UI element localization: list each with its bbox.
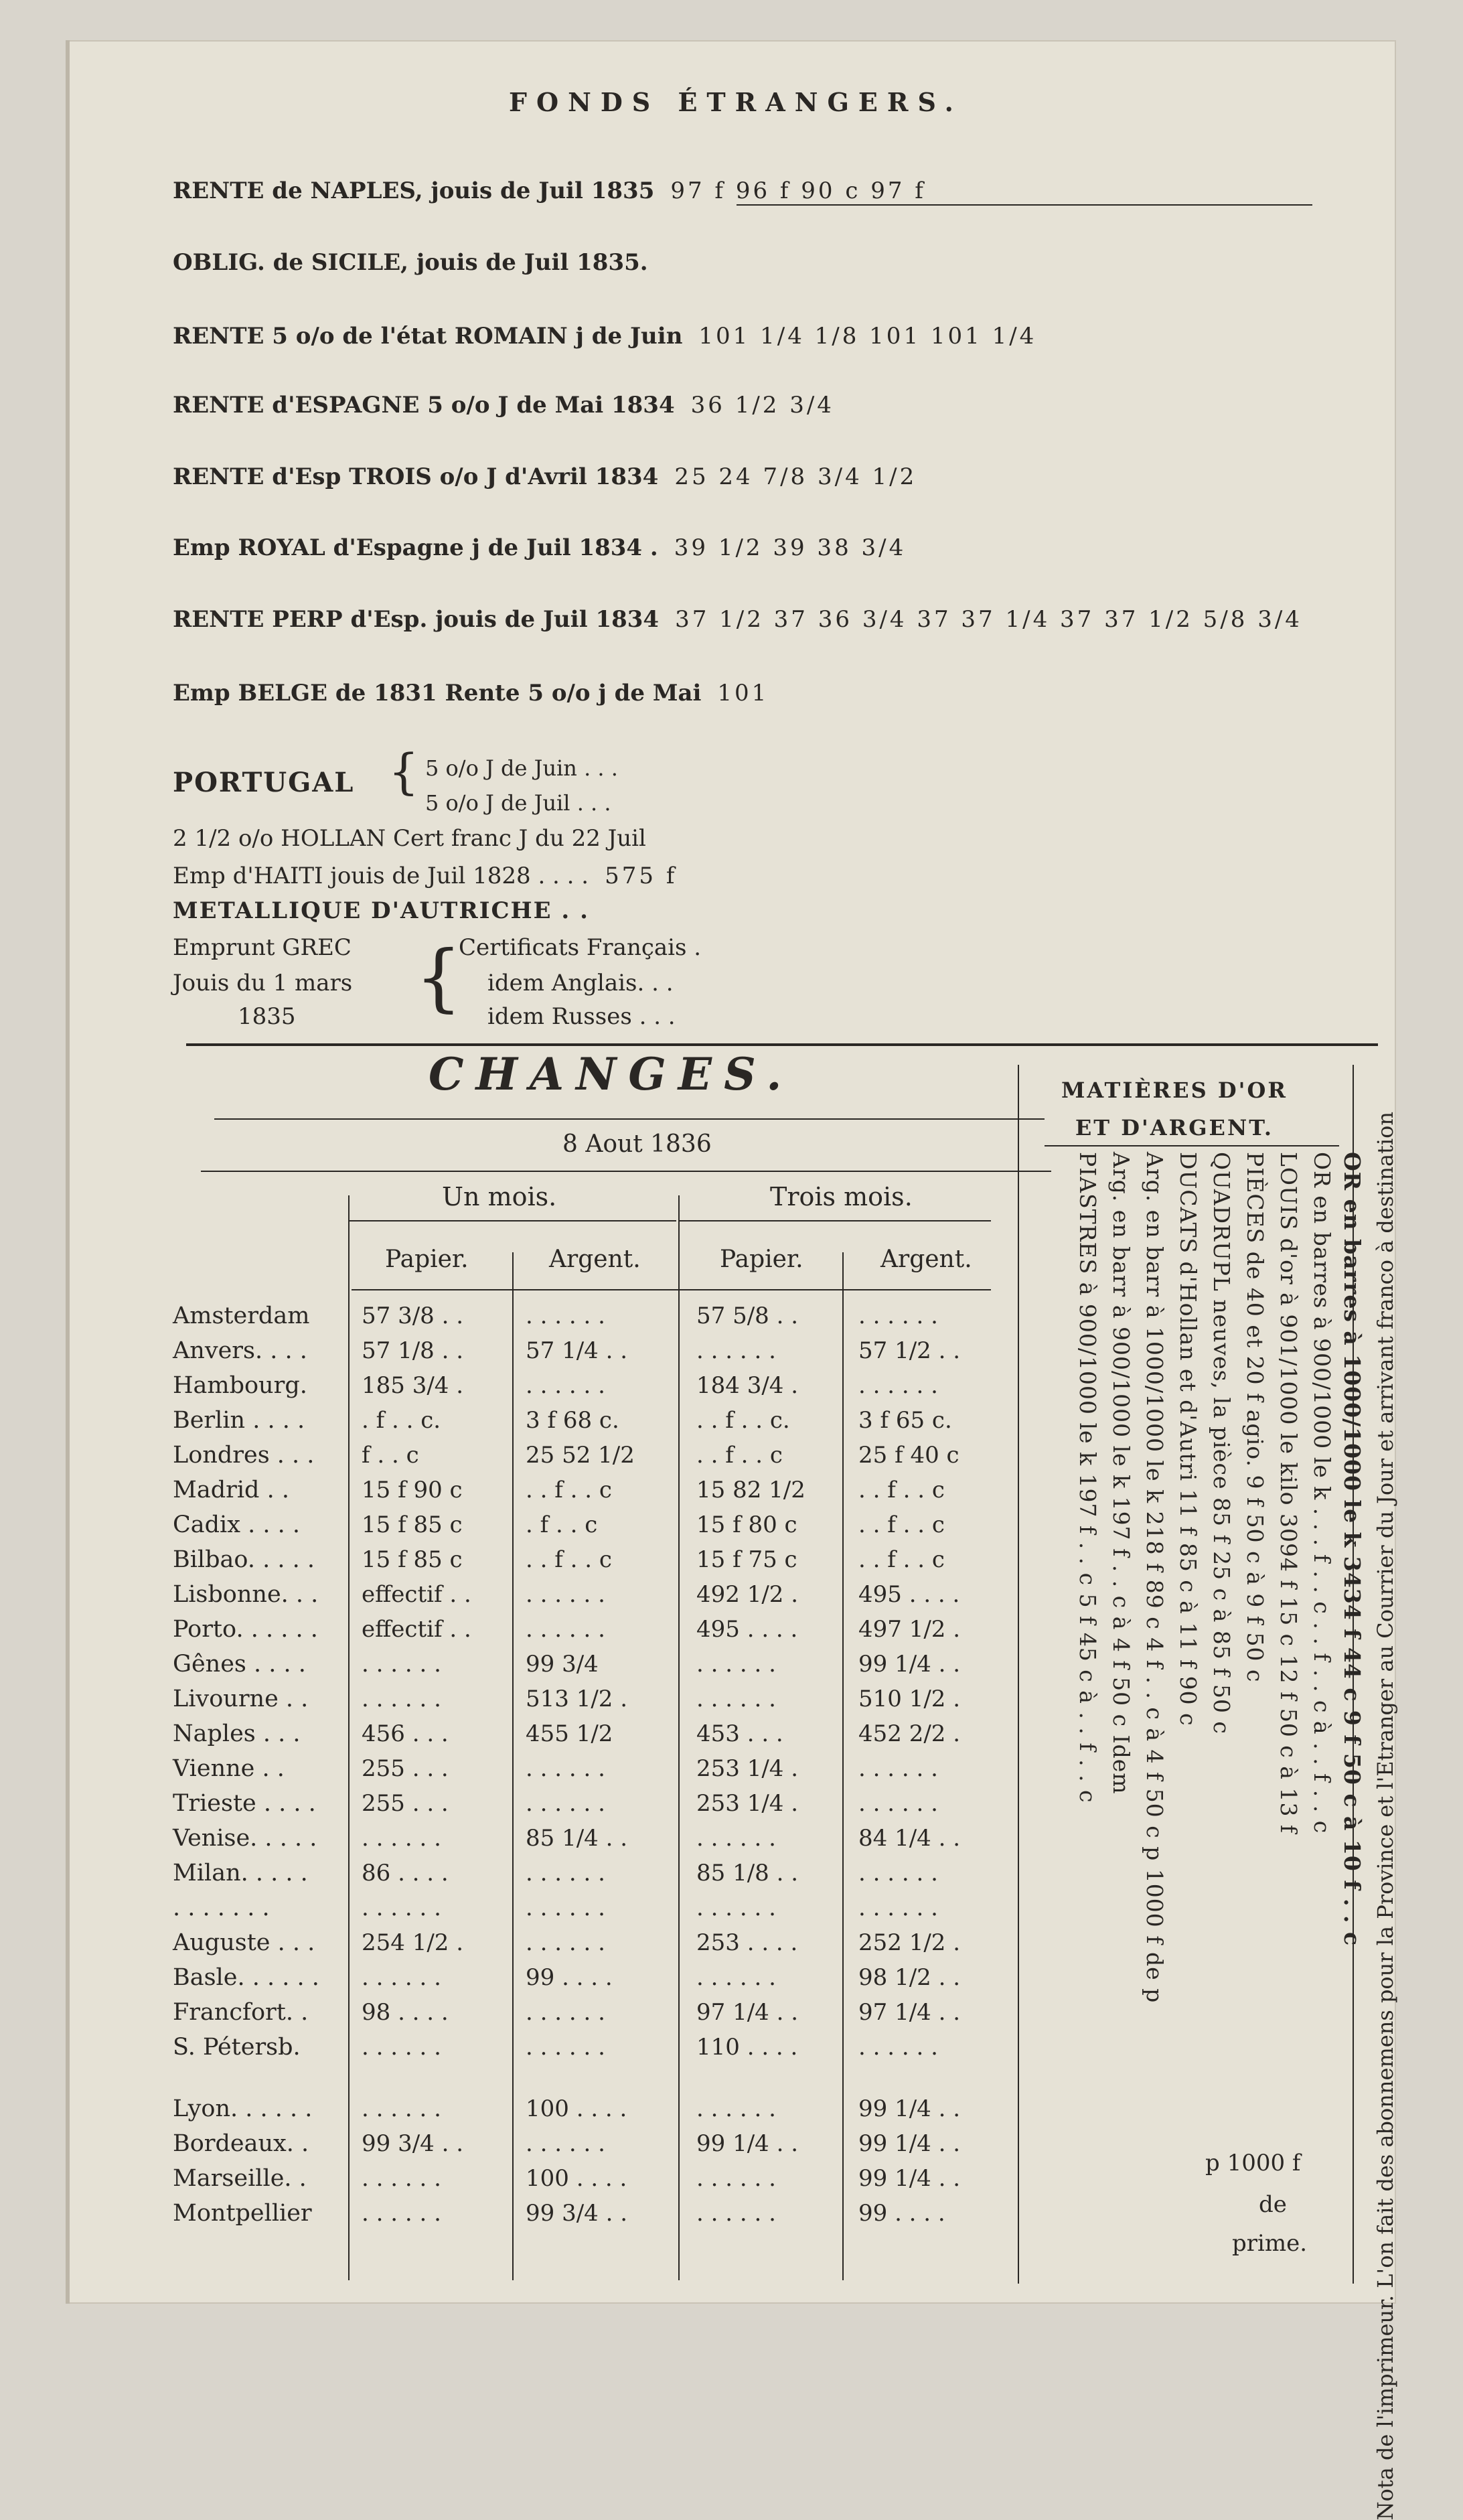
rate-cell: . . . . . . — [526, 1616, 605, 1643]
matieres-title-line: ET D'ARGENT. — [1075, 1115, 1274, 1140]
rate-cell: 15 f 85 c — [362, 1546, 463, 1573]
rente-values: 101 1/4 1/8 101 101 1/4 — [698, 323, 1037, 350]
rente-label: OBLIG. de SICILE, jouis de Juil 1835. — [173, 249, 648, 276]
divider — [186, 1043, 1378, 1046]
rate-cell: 255 . . . — [362, 1790, 449, 1817]
rate-cell: . . . . . . — [696, 1651, 776, 1678]
rente-values: 25 24 7/8 3/4 1/2 — [674, 463, 917, 490]
rate-cell: 97 1/4 . . — [696, 1999, 799, 2026]
matieres-item: OR en barres à 900/1000 le k . . . f . . c . . f . . c à . . f . . c — [1309, 1152, 1335, 1834]
rente-line — [173, 463, 917, 490]
papier-heading: Papier. — [385, 1246, 469, 1273]
rate-cell: 495 . . . . — [696, 1616, 798, 1643]
rate-cell: 57 3/8 . . — [362, 1303, 464, 1329]
page-edge — [66, 40, 70, 2304]
rate-cell: 453 . . . — [696, 1720, 783, 1747]
rate-cell: 86 . . . . — [362, 1860, 449, 1886]
rente-label: Emp ROYAL d'Espagne j de Juil 1834 . — [173, 534, 658, 561]
rate-cell: 57 1/8 . . — [362, 1337, 464, 1364]
city-label: Madrid . . — [173, 1477, 289, 1503]
prime-label: p 1000 f — [1205, 2150, 1301, 2176]
rate-cell: . . . . . . — [526, 1929, 605, 1956]
rate-cell: 57 1/2 . . — [858, 1337, 961, 1364]
argent-heading: Argent. — [549, 1246, 641, 1273]
rate-cell: . . . . . . — [858, 1755, 938, 1782]
rate-cell: . . . . . . — [526, 1790, 605, 1817]
grec-left: Jouis du 1 mars — [173, 970, 353, 996]
divider — [201, 1171, 1051, 1172]
argent-heading: Argent. — [880, 1246, 972, 1273]
rente-line — [173, 323, 1036, 350]
rate-cell: 253 1/4 . — [696, 1790, 799, 1817]
divider — [214, 1118, 1045, 1120]
rate-cell: 252 1/2 . — [858, 1929, 961, 1956]
city-label: S. Pétersb. — [173, 2034, 301, 2061]
rente-line — [173, 177, 926, 204]
rate-cell: 110 . . . . — [696, 2034, 798, 2061]
rate-cell: 253 . . . . — [696, 1929, 798, 1956]
rente-line — [173, 606, 1302, 633]
city-label: Montpellier — [173, 2200, 312, 2227]
rate-cell: . . . . . . — [858, 1790, 938, 1817]
rente-label: RENTE 5 o/o de l'état ROMAIN j de Juin — [173, 323, 683, 350]
matieres-item: Arg. en barr à 900/1000 le k 197 f . . c à 4 f 50 c Idem — [1108, 1152, 1134, 1795]
matieres-item: Arg. en barr à 1000/1000 le k 218 f 89 c 4 f . . c à 4 f 50 c p 1000 f de p — [1142, 1152, 1168, 2004]
rate-cell: 492 1/2 . — [696, 1581, 799, 1608]
rate-cell: . . f . . c — [526, 1546, 612, 1573]
rate-cell: 99 3/4 . . — [362, 2130, 464, 2157]
rate-cell: . . . . . . — [858, 1860, 938, 1886]
matieres-item: PIASTRES à 900/1000 le k 197 f . . c 5 f 45 c à . . f . . c — [1075, 1152, 1101, 1803]
portugal-sub: 5 o/o J de Juin . . . — [425, 755, 618, 781]
rate-cell: 99 3/4 — [526, 1651, 599, 1678]
rate-cell: . . . . . . — [858, 1372, 938, 1399]
rate-cell: . f . . c. — [362, 1407, 441, 1434]
rate-cell: . f . . c — [526, 1511, 598, 1538]
rente-values: 39 1/2 39 38 3/4 — [674, 534, 907, 561]
rate-cell: . . f . . c — [526, 1477, 612, 1503]
rate-cell: 3 f 65 c. — [858, 1407, 952, 1434]
rate-cell: 85 1/8 . . — [696, 1860, 799, 1886]
city-label: Auguste . . . — [173, 1929, 315, 1956]
matieres-title-line: MATIÈRES D'OR — [1061, 1078, 1288, 1103]
rate-cell: . . . . . . — [362, 2095, 441, 2122]
rate-cell: . . . . . . — [362, 2200, 441, 2227]
rate-cell: 99 1/4 . . — [858, 2130, 961, 2157]
rate-cell: . . . . . . — [362, 1825, 441, 1852]
rate-cell: . . . . . . — [526, 2130, 605, 2157]
city-label: Berlin . . . . — [173, 1407, 305, 1434]
rate-cell: 510 1/2 . — [858, 1686, 961, 1712]
rate-cell: 98 . . . . — [362, 1999, 449, 2026]
rate-cell: . . . . . . — [696, 1895, 776, 1921]
rate-cell: 3 f 68 c. — [526, 1407, 619, 1434]
rate-cell: 99 . . . . — [858, 2200, 945, 2227]
rate-cell: 15 f 90 c — [362, 1477, 463, 1503]
rate-cell: 98 1/2 . . — [858, 1964, 961, 1991]
brace-icon: { — [388, 743, 419, 800]
rate-cell: 100 . . . . — [526, 2095, 627, 2122]
matieres-item: LOUIS d'or à 901/1000 le kilo 3094 f 15 c 12 f 50 c à 13 f — [1276, 1152, 1302, 1834]
matieres-item: QUADRUPL neuves, la pièce 85 f 25 c à 85 f 50 c — [1209, 1152, 1235, 1734]
rate-cell: . . . . . . — [526, 1372, 605, 1399]
grec-left: 1835 — [238, 1003, 296, 1030]
rate-cell: 99 1/4 . . — [858, 1651, 961, 1678]
city-label: Vienne . . — [173, 1755, 285, 1782]
rate-cell: . . . . . . — [362, 1964, 441, 1991]
rate-cell: . . . . . . — [526, 1895, 605, 1921]
rate-cell: 185 3/4 . — [362, 1372, 464, 1399]
un-mois-heading: Un mois. — [442, 1182, 557, 1211]
rate-cell: . . . . . . — [696, 2200, 776, 2227]
rente-values: 37 1/2 37 36 3/4 37 37 1/4 37 37 1/2 5/8 3/4 — [675, 606, 1302, 633]
matieres-title — [1061, 1071, 1288, 1146]
rate-cell: . . . . . . — [696, 1337, 776, 1364]
changes-title: CHANGES. — [429, 1048, 794, 1100]
rate-cell: . . . . . . — [696, 1686, 776, 1712]
papier-heading: Papier. — [720, 1246, 803, 1273]
grec-right: Certificats Français . — [459, 934, 702, 961]
rate-cell: . . . . . . — [526, 1303, 605, 1329]
prime-label: de — [1259, 2191, 1287, 2218]
rate-cell: . . . . . . — [362, 1895, 441, 1921]
rate-cell: 99 1/4 . . — [696, 2130, 799, 2157]
portugal-sub: 5 o/o J de Juil . . . — [425, 790, 611, 816]
rate-cell: 15 f 85 c — [362, 1511, 463, 1538]
rate-cell: 100 . . . . — [526, 2165, 627, 2192]
rente-line — [173, 534, 906, 561]
city-label: Francfort. . — [173, 1999, 309, 2026]
rate-cell: 513 1/2 . — [526, 1686, 628, 1712]
rate-cell: 25 52 1/2 — [526, 1442, 635, 1469]
divider — [1045, 1145, 1339, 1146]
rente-values: 97 f 96 f 90 c 97 f — [670, 177, 926, 204]
rate-cell: 15 82 1/2 — [696, 1477, 805, 1503]
city-label: Lisbonne. . . — [173, 1581, 319, 1608]
rate-cell: . . f . . c — [858, 1477, 945, 1503]
rate-cell: 455 1/2 — [526, 1720, 613, 1747]
rate-cell: 15 f 75 c — [696, 1546, 797, 1573]
city-label: Naples . . . — [173, 1720, 301, 1747]
hollan-line: 2 1/2 o/o HOLLAN Cert franc J du 22 Juil — [173, 825, 646, 852]
rate-cell: . . . . . . — [526, 1999, 605, 2026]
city-label: Lyon. . . . . . — [173, 2095, 313, 2122]
rate-cell: 99 . . . . — [526, 1964, 613, 1991]
city-label: Livourne . . — [173, 1686, 309, 1712]
city-label: Gênes . . . . — [173, 1651, 306, 1678]
rente-line — [173, 249, 664, 276]
city-label: Marseille. . — [173, 2165, 307, 2192]
rate-cell: effectif . . — [362, 1616, 471, 1643]
city-label: . . . . . . . — [173, 1895, 270, 1921]
rate-cell: . . f . . c. — [696, 1407, 790, 1434]
rate-cell: 84 1/4 . . — [858, 1825, 961, 1852]
divider — [348, 1220, 676, 1221]
city-label: Basle. . . . . . — [173, 1964, 319, 1991]
divider — [737, 204, 1312, 206]
city-label: Venise. . . . . — [173, 1825, 317, 1852]
rate-cell: . . . . . . — [362, 2165, 441, 2192]
rate-cell: . . . . . . — [696, 2095, 776, 2122]
rate-cell: 452 2/2 . — [858, 1720, 961, 1747]
rate-cell: 495 . . . . — [858, 1581, 960, 1608]
city-label: Hambourg. — [173, 1372, 307, 1399]
rate-cell: 15 f 80 c — [696, 1511, 797, 1538]
rate-cell: effectif . . — [362, 1581, 471, 1608]
column-rule — [678, 1195, 680, 2280]
portugal-label: PORTUGAL — [173, 767, 355, 798]
rate-cell: . . . . . . — [362, 2034, 441, 2061]
haiti-label: Emp d'HAITI jouis de Juil 1828 . . . . — [173, 863, 589, 889]
rate-cell: 254 1/2 . — [362, 1929, 464, 1956]
rate-cell: . . . . . . — [858, 1895, 938, 1921]
rate-cell: 99 1/4 . . — [858, 2095, 961, 2122]
rate-cell: . . f . . c — [858, 1546, 945, 1573]
brace-icon: { — [415, 934, 462, 1020]
rate-cell: 184 3/4 . — [696, 1372, 799, 1399]
printer-note: Nota de l'imprimeur. L'on fait des abonnemens pour la Province et l'Etranger au Courrier du Jour et arrivant franco à destination — [1373, 1112, 1398, 2520]
rente-values: 101 — [717, 680, 769, 707]
rate-cell: f . . c — [362, 1442, 419, 1469]
rente-label: RENTE d'Esp TROIS o/o J d'Avril 1834 — [173, 463, 659, 490]
rate-cell: . . f . . c — [858, 1511, 945, 1538]
trois-mois-heading: Trois mois. — [770, 1182, 913, 1211]
rate-cell: 57 1/4 . . — [526, 1337, 628, 1364]
rate-cell: 99 1/4 . . — [858, 2165, 961, 2192]
rate-cell: . . . . . . — [526, 1755, 605, 1782]
rente-label: RENTE de NAPLES, jouis de Juil 1835 — [173, 177, 655, 204]
rate-cell: . . . . . . — [362, 1686, 441, 1712]
rate-cell: 57 5/8 . . — [696, 1303, 799, 1329]
changes-date: 8 Aout 1836 — [562, 1130, 712, 1158]
rate-cell: 85 1/4 . . — [526, 1825, 628, 1852]
city-label: Cadix . . . . — [173, 1511, 300, 1538]
rate-cell: . . . . . . — [526, 2034, 605, 2061]
rente-line — [173, 392, 834, 419]
rate-cell: 255 . . . — [362, 1755, 449, 1782]
rate-cell: 97 1/4 . . — [858, 1999, 961, 2026]
grec-right: idem Anglais. . . — [487, 970, 674, 996]
rate-cell: 25 f 40 c — [858, 1442, 959, 1469]
haiti-value: 575 f — [605, 863, 678, 889]
matieres-item: DUCATS d'Hollan et d'Autri 11 f 85 c à 11 f 90 c — [1175, 1152, 1201, 1726]
rente-line — [173, 680, 769, 707]
city-label: Porto. . . . . . — [173, 1616, 318, 1643]
rate-cell: . . . . . . — [696, 2165, 776, 2192]
grec-right: idem Russes . . . — [487, 1003, 676, 1030]
city-label: Bilbao. . . . . — [173, 1546, 315, 1573]
rate-cell: . . . . . . — [696, 1964, 776, 1991]
rente-label: RENTE d'ESPAGNE 5 o/o J de Mai 1834 — [173, 392, 675, 419]
rente-label: RENTE PERP d'Esp. jouis de Juil 1834 — [173, 606, 660, 633]
rate-cell: 253 1/4 . — [696, 1755, 799, 1782]
rate-cell: 99 3/4 . . — [526, 2200, 628, 2227]
city-label: Milan. . . . . — [173, 1860, 308, 1886]
fonds-title: FONDS ÉTRANGERS. — [509, 87, 963, 117]
divider — [352, 1289, 991, 1290]
rate-cell: . . . . . . — [362, 1651, 441, 1678]
city-label: Amsterdam — [173, 1303, 310, 1329]
rate-cell: . . . . . . — [526, 1581, 605, 1608]
rate-cell: . . f . . c — [696, 1442, 783, 1469]
city-label: Londres . . . — [173, 1442, 315, 1469]
column-rule — [512, 1252, 514, 2280]
city-label: Bordeaux. . — [173, 2130, 309, 2157]
city-label: Anvers. . . . — [173, 1337, 307, 1364]
haiti-line — [173, 863, 677, 889]
column-rule — [842, 1252, 844, 2280]
rate-cell: . . . . . . — [858, 2034, 938, 2061]
grec-left: Emprunt GREC — [173, 934, 352, 961]
column-rule — [348, 1195, 350, 2280]
matieres-item: OR en barres à 1000/1000 le k 3434 f 44 c 9 f 50 c à 10 f . . c — [1339, 1152, 1365, 1947]
prime-label: prime. — [1232, 2230, 1308, 2257]
rente-label: Emp BELGE de 1831 Rente 5 o/o j de Mai — [173, 680, 702, 707]
rente-values: 36 1/2 3/4 — [690, 392, 834, 419]
rate-cell: . . . . . . — [696, 1825, 776, 1852]
rate-cell: . . . . . . — [858, 1303, 938, 1329]
rate-cell: 497 1/2 . — [858, 1616, 961, 1643]
matieres-item: PIÈCES de 40 et 20 f agio. 9 f 50 c à 9 f 50 c — [1242, 1152, 1268, 1683]
divider — [680, 1220, 991, 1221]
autriche-line: METALLIQUE D'AUTRICHE . . — [173, 897, 589, 924]
column-rule — [1018, 1065, 1019, 2284]
city-label: Trieste . . . . — [173, 1790, 316, 1817]
rate-cell: 456 . . . — [362, 1720, 449, 1747]
rate-cell: . . . . . . — [526, 1860, 605, 1886]
